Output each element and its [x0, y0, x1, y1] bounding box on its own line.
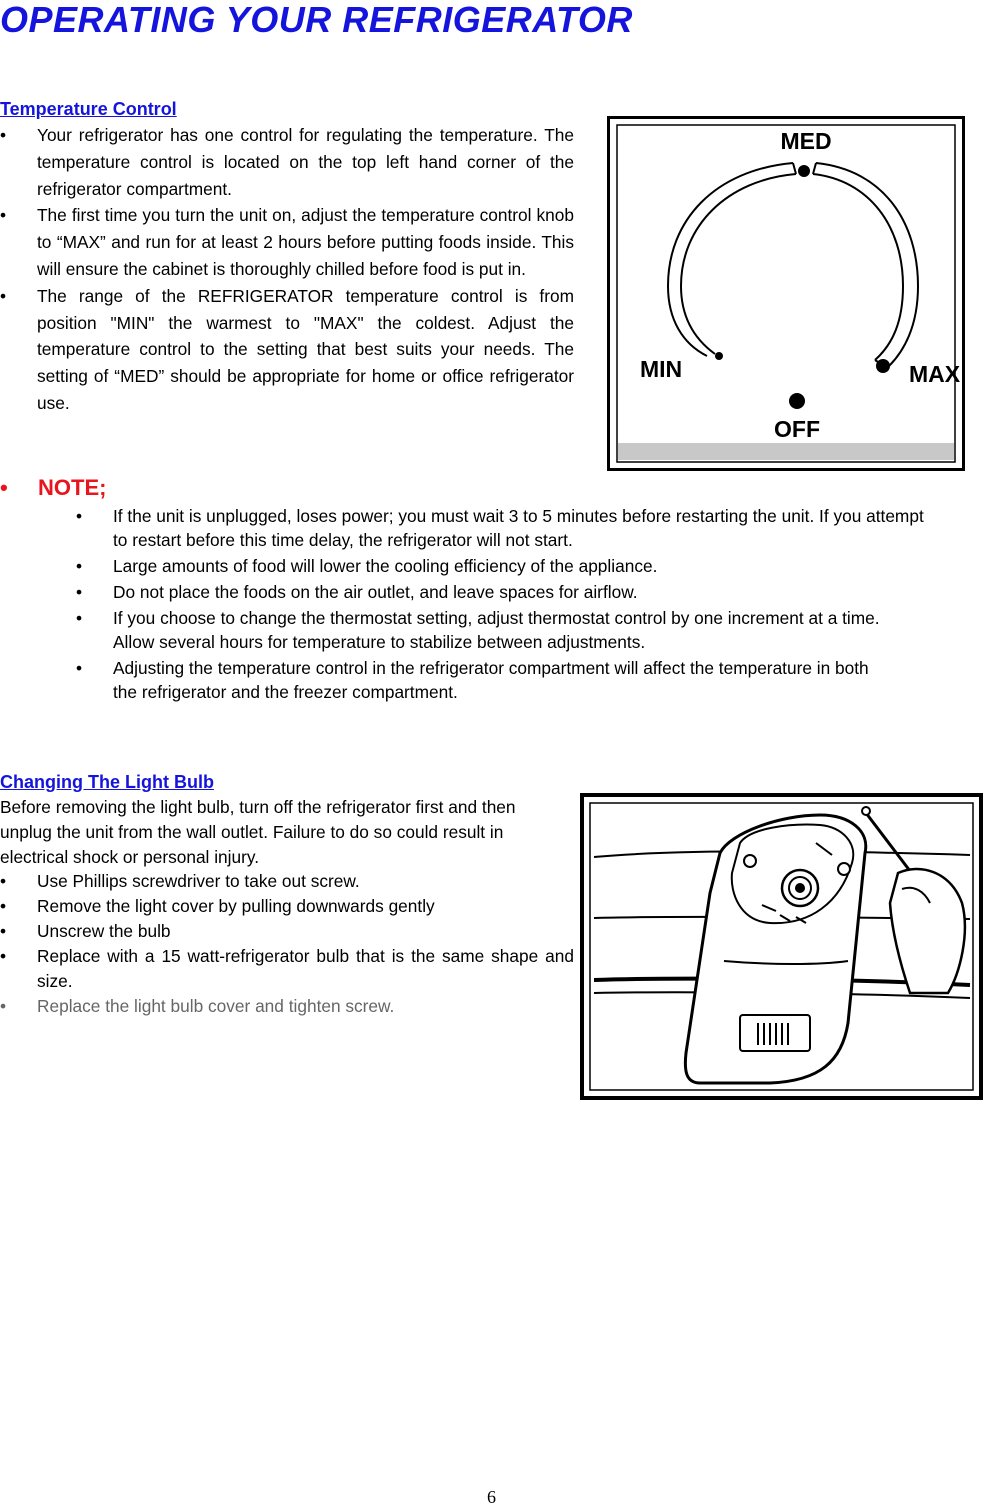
- page-number: 6: [487, 1487, 496, 1507]
- dial-label-max: MAX: [909, 361, 961, 387]
- bullet-icon: •: [0, 205, 7, 226]
- page-title: OPERATING YOUR REFRIGERATOR: [0, 0, 633, 40]
- bullet-icon: •: [0, 921, 7, 941]
- off-dot-icon: [789, 393, 805, 409]
- bullet-icon: •: [0, 125, 7, 145]
- bullet-icon: •: [76, 556, 83, 576]
- bullet-icon: •: [76, 608, 83, 628]
- list-item: • Your refrigerator has one control for regulating the temperature. The temperature control is located on the top left hand corner of the refrigerator compartment.: [0, 122, 574, 202]
- list-item: • Use Phillips screwdriver to take out screw.: [0, 869, 574, 894]
- list-item: • The first time you turn the unit on, adjust the temperature control knob to “MAX” and run for at least 2 hours before putting foods inside. This will ensure the cabinet is thoroughly chilled before food is put in.: [0, 202, 574, 282]
- bullet-icon: •: [76, 582, 83, 602]
- list-item: • Large amounts of food will lower the cooling efficiency of the appliance.: [76, 556, 658, 576]
- list-item: • The range of the REFRIGERATOR temperature control is from position "MIN" the warmest to "MAX" the coldest. Adjust the temperature control to the setting that best suits your needs. The setting of “MED” should be appropriate for home or office refrigerator use.: [0, 283, 574, 417]
- temperature-dial-figure: [607, 116, 965, 471]
- max-dot-icon: [876, 359, 890, 373]
- list-item: • Replace with a 15 watt-refrigerator bulb that is the same shape and size.: [0, 946, 574, 991]
- bullet-icon: •: [0, 285, 7, 306]
- list-item: • If you choose to change the thermostat setting, adjust thermostat control by one increment at a time. Allow several hours for temperature to stabilize between adjustments.: [76, 608, 880, 652]
- note-list: [76, 504, 936, 706]
- temperature-control-heading: Temperature Control: [0, 99, 177, 119]
- bullet-icon: •: [0, 996, 7, 1016]
- min-dot-icon: [715, 352, 723, 360]
- list-item: • If the unit is unplugged, loses power; you must wait 3 to 5 minutes before restarting the unit. If you attempt to restart before this time delay, the refrigerator will not start.: [76, 506, 924, 550]
- bullet-icon: •: [76, 506, 83, 526]
- light-bulb-intro: Before removing the light bulb, turn off the refrigerator first and then unplug the unit from the wall outlet. Failure to do so could result in electrical shock or personal injury.: [0, 797, 516, 867]
- light-bulb-heading: Changing The Light Bulb: [0, 772, 214, 792]
- list-item: • Adjusting the temperature control in the refrigerator compartment will affect the temperature in both the refrigerator and the freezer compartment.: [76, 658, 869, 702]
- bullet-icon: •: [0, 871, 7, 891]
- light-bulb-steps: [0, 869, 574, 1019]
- bullet-icon: •: [0, 475, 8, 500]
- dial-label-min: MIN: [640, 356, 683, 382]
- temperature-control-list: [0, 122, 574, 417]
- note-heading: • NOTE;: [0, 473, 106, 503]
- list-item: • Unscrew the bulb: [0, 919, 574, 944]
- list-item: • Replace the light bulb cover and tighten screw.: [0, 994, 574, 1019]
- bullet-icon: •: [76, 658, 83, 678]
- dial-label-med: MED: [780, 128, 832, 154]
- list-item: • Remove the light cover by pulling downwards gently: [0, 894, 574, 919]
- light-cover-figure: [580, 793, 983, 1100]
- med-dot-icon: [798, 165, 810, 177]
- list-item: • Do not place the foods on the air outlet, and leave spaces for airflow.: [76, 582, 638, 602]
- dial-label-off: OFF: [774, 416, 820, 442]
- bullet-icon: •: [0, 896, 7, 916]
- bullet-icon: •: [0, 946, 7, 966]
